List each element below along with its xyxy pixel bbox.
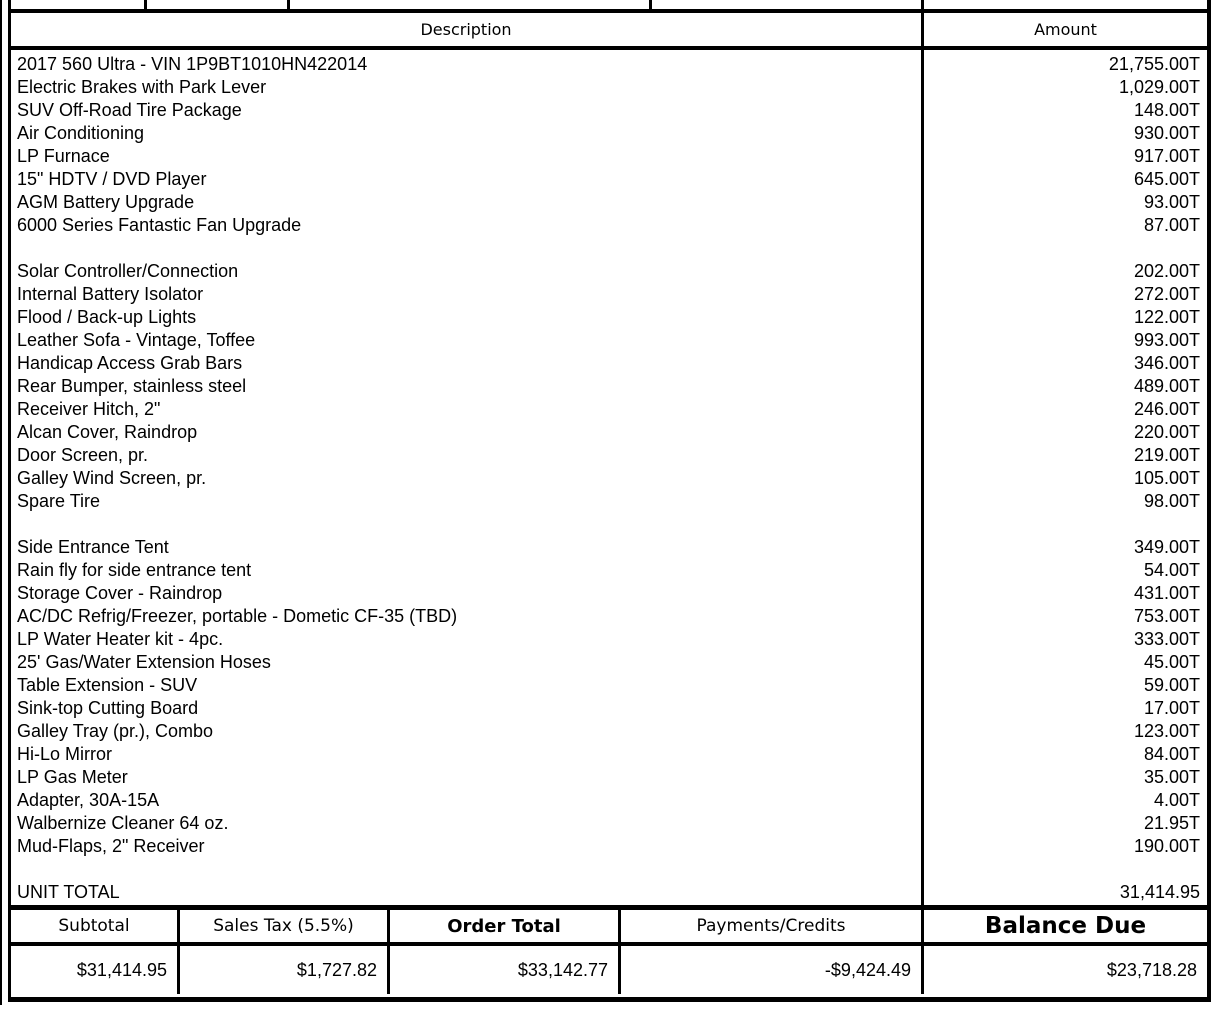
item-amount: 431.00T bbox=[1133, 583, 1200, 603]
item-amount: 87.00T bbox=[1143, 215, 1200, 235]
line-item-row bbox=[11, 168, 1207, 191]
item-amount: 84.00T bbox=[1143, 744, 1200, 764]
line-item-row bbox=[11, 490, 1207, 513]
item-amount: 21.95T bbox=[1143, 813, 1200, 833]
item-description: Storage Cover - Raindrop bbox=[17, 583, 223, 603]
item-description: Electric Brakes with Park Lever bbox=[17, 77, 267, 97]
item-amount: 17.00T bbox=[1143, 698, 1200, 718]
item-amount: 4.00T bbox=[1153, 790, 1200, 810]
item-description: LP Gas Meter bbox=[17, 767, 128, 787]
item-description: SUV Off-Road Tire Package bbox=[17, 100, 242, 120]
item-description: Receiver Hitch, 2" bbox=[17, 399, 161, 419]
summary-value-row bbox=[11, 946, 1207, 994]
item-description: AC/DC Refrig/Freezer, portable - Dometic CF-35 (TBD) bbox=[17, 606, 458, 626]
item-description: Handicap Access Grab Bars bbox=[17, 353, 243, 373]
item-amount: 123.00T bbox=[1133, 721, 1200, 741]
line-item-row bbox=[11, 881, 1207, 904]
item-amount: 333.00T bbox=[1133, 629, 1200, 649]
item-amount: 993.00T bbox=[1133, 330, 1200, 350]
page-left-edge bbox=[0, 0, 2, 1005]
item-description: 2017 560 Ultra - VIN 1P9BT1010HN422014 bbox=[17, 54, 368, 74]
line-item-row bbox=[11, 467, 1207, 490]
item-description: Mud-Flaps, 2" Receiver bbox=[17, 836, 205, 856]
item-amount: 219.00T bbox=[1133, 445, 1200, 465]
line-item-row bbox=[11, 628, 1207, 651]
header-strip bbox=[8, 0, 1211, 9]
line-item-row bbox=[11, 375, 1207, 398]
line-item-row bbox=[11, 421, 1207, 444]
item-description: Alcan Cover, Raindrop bbox=[17, 422, 198, 442]
item-description: Hi-Lo Mirror bbox=[17, 744, 113, 764]
line-item-row bbox=[11, 674, 1207, 697]
amount-column-header: Amount bbox=[1034, 20, 1097, 39]
line-item-row bbox=[11, 697, 1207, 720]
item-description: Door Screen, pr. bbox=[17, 445, 149, 465]
item-description: Sink-top Cutting Board bbox=[17, 698, 199, 718]
line-item-row bbox=[11, 283, 1207, 306]
payments-credits-value: -$9,424.49 bbox=[621, 946, 924, 994]
item-amount: 202.00T bbox=[1133, 261, 1200, 281]
item-description: Solar Controller/Connection bbox=[17, 261, 239, 281]
item-description bbox=[11, 513, 921, 536]
order-total-value: $33,142.77 bbox=[390, 946, 621, 994]
item-description: Galley Tray (pr.), Combo bbox=[17, 721, 214, 741]
header-strip-divider bbox=[287, 0, 290, 9]
line-item-row bbox=[11, 835, 1207, 858]
payments-credits-label: Payments/Credits bbox=[621, 910, 924, 942]
item-amount: 645.00T bbox=[1133, 169, 1200, 189]
sales-tax-value: $1,727.82 bbox=[180, 946, 390, 994]
item-description: Internal Battery Isolator bbox=[17, 284, 204, 304]
line-item-row bbox=[11, 513, 1207, 536]
item-amount: 917.00T bbox=[1133, 146, 1200, 166]
summary-label-row bbox=[11, 910, 1207, 946]
line-item-row bbox=[11, 237, 1207, 260]
line-items-table bbox=[8, 50, 1211, 905]
item-description: AGM Battery Upgrade bbox=[17, 192, 195, 212]
subtotal-value: $31,414.95 bbox=[11, 946, 180, 994]
item-amount: 122.00T bbox=[1133, 307, 1200, 327]
column-header-row bbox=[8, 9, 1211, 50]
item-amount: 246.00T bbox=[1133, 399, 1200, 419]
item-amount: 59.00T bbox=[1143, 675, 1200, 695]
item-description: LP Water Heater kit - 4pc. bbox=[17, 629, 224, 649]
header-strip-divider bbox=[649, 0, 652, 9]
item-description: LP Furnace bbox=[17, 146, 110, 166]
line-item-row bbox=[11, 789, 1207, 812]
line-item-row bbox=[11, 766, 1207, 789]
item-amount bbox=[924, 858, 1207, 881]
item-amount: 346.00T bbox=[1133, 353, 1200, 373]
item-description: Walbernize Cleaner 64 oz. bbox=[17, 813, 229, 833]
line-item-row bbox=[11, 582, 1207, 605]
item-amount: 98.00T bbox=[1143, 491, 1200, 511]
line-item-row bbox=[11, 260, 1207, 283]
item-description: Adapter, 30A-15A bbox=[17, 790, 160, 810]
item-amount: 489.00T bbox=[1133, 376, 1200, 396]
item-amount: 35.00T bbox=[1143, 767, 1200, 787]
line-item-row bbox=[11, 329, 1207, 352]
summary-table bbox=[8, 905, 1211, 1002]
item-description: Spare Tire bbox=[17, 491, 101, 511]
line-item-row bbox=[11, 720, 1207, 743]
item-description: UNIT TOTAL bbox=[17, 882, 120, 902]
item-amount: 930.00T bbox=[1133, 123, 1200, 143]
line-item-row bbox=[11, 559, 1207, 582]
item-amount bbox=[924, 513, 1207, 536]
header-strip-divider bbox=[144, 0, 147, 9]
line-item-row bbox=[11, 306, 1207, 329]
line-item-row bbox=[11, 812, 1207, 835]
item-amount: 220.00T bbox=[1133, 422, 1200, 442]
line-item-row bbox=[11, 76, 1207, 99]
item-description bbox=[11, 858, 921, 881]
line-item-row bbox=[11, 191, 1207, 214]
item-description: Rain fly for side entrance tent bbox=[17, 560, 252, 580]
subtotal-label: Subtotal bbox=[11, 910, 180, 942]
order-total-label: Order Total bbox=[390, 910, 621, 942]
line-item-row bbox=[11, 605, 1207, 628]
line-item-row bbox=[11, 214, 1207, 237]
line-item-row bbox=[11, 651, 1207, 674]
item-amount: 349.00T bbox=[1133, 537, 1200, 557]
item-amount: 272.00T bbox=[1133, 284, 1200, 304]
line-item-row bbox=[11, 122, 1207, 145]
line-item-row bbox=[11, 145, 1207, 168]
line-item-row bbox=[11, 536, 1207, 559]
line-items-container bbox=[11, 53, 1207, 904]
item-description: Table Extension - SUV bbox=[17, 675, 198, 695]
line-item-row bbox=[11, 858, 1207, 881]
item-amount: 148.00T bbox=[1133, 100, 1200, 120]
item-amount: 753.00T bbox=[1133, 606, 1200, 626]
line-item-row bbox=[11, 99, 1207, 122]
item-description: Flood / Back-up Lights bbox=[17, 307, 197, 327]
item-description: 15" HDTV / DVD Player bbox=[17, 169, 207, 189]
item-amount: 93.00T bbox=[1143, 192, 1200, 212]
item-description bbox=[11, 237, 921, 260]
item-amount: 45.00T bbox=[1143, 652, 1200, 672]
line-item-row bbox=[11, 444, 1207, 467]
header-strip-divider bbox=[921, 0, 924, 9]
item-description: Leather Sofa - Vintage, Toffee bbox=[17, 330, 256, 350]
item-amount: 31,414.95 bbox=[1119, 882, 1200, 902]
item-amount: 1,029.00T bbox=[1118, 77, 1200, 97]
item-amount: 190.00T bbox=[1133, 836, 1200, 856]
item-description: 6000 Series Fantastic Fan Upgrade bbox=[17, 215, 302, 235]
line-item-row bbox=[11, 743, 1207, 766]
balance-due-value: $23,718.28 bbox=[1106, 959, 1197, 980]
item-description: Galley Wind Screen, pr. bbox=[17, 468, 207, 488]
line-item-row bbox=[11, 53, 1207, 76]
line-item-row bbox=[11, 352, 1207, 375]
item-amount: 21,755.00T bbox=[1108, 54, 1200, 74]
item-amount bbox=[924, 237, 1207, 260]
balance-due-label: Balance Due bbox=[984, 913, 1147, 939]
item-amount: 54.00T bbox=[1143, 560, 1200, 580]
item-description: 25' Gas/Water Extension Hoses bbox=[17, 652, 271, 672]
line-item-row bbox=[11, 398, 1207, 421]
item-description: Air Conditioning bbox=[17, 123, 145, 143]
sales-tax-label: Sales Tax (5.5%) bbox=[180, 910, 390, 942]
description-column-header: Description bbox=[11, 13, 924, 46]
item-amount: 105.00T bbox=[1133, 468, 1200, 488]
item-description: Side Entrance Tent bbox=[17, 537, 169, 557]
item-description: Rear Bumper, stainless steel bbox=[17, 376, 247, 396]
